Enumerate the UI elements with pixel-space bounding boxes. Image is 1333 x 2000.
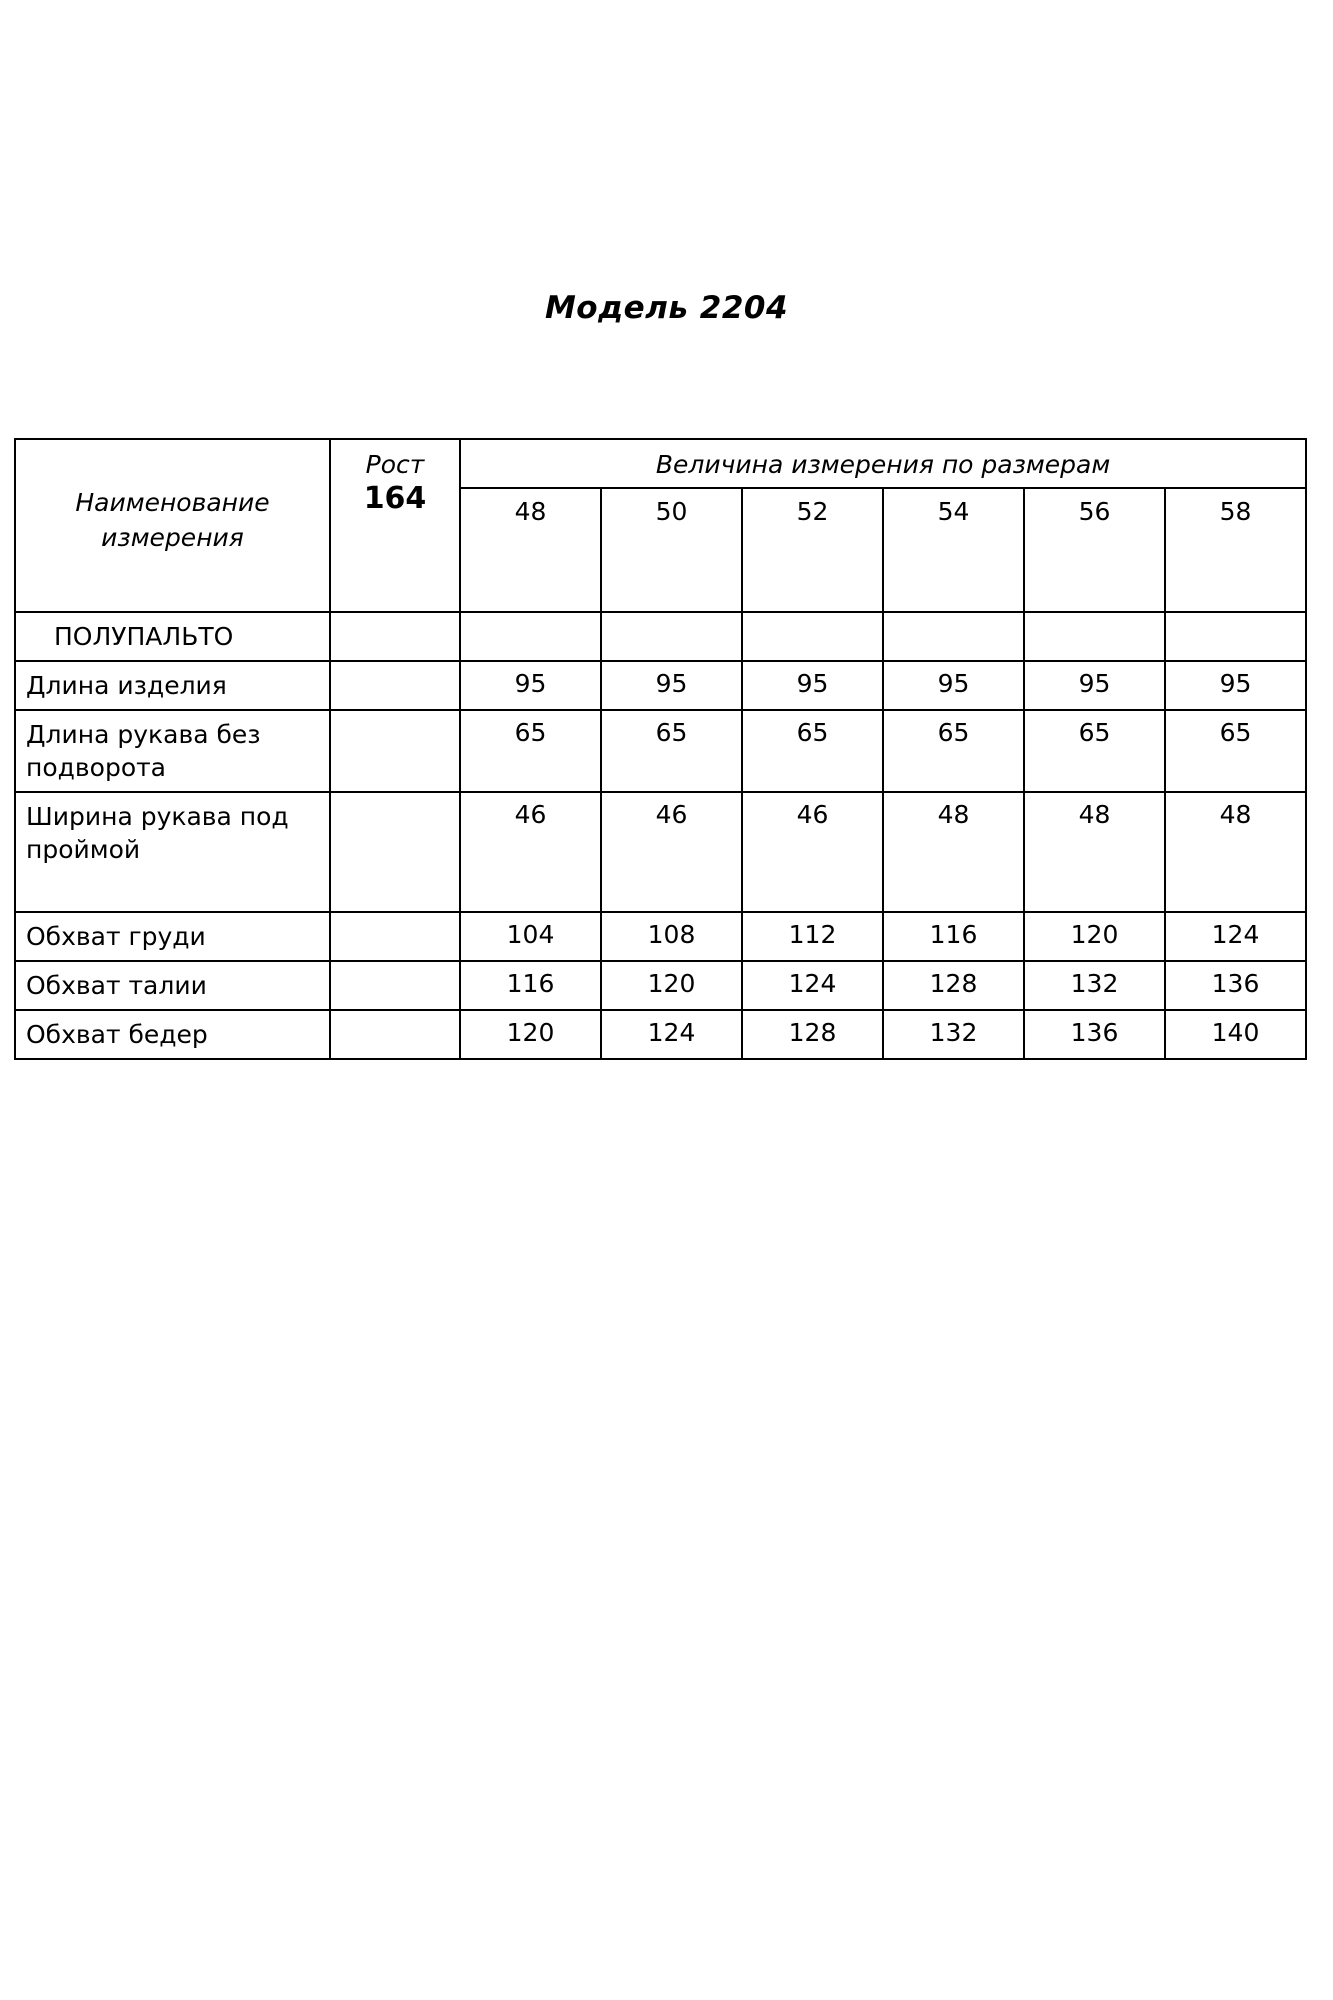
- row-height-cell: [330, 661, 460, 710]
- cell-size-54: 128: [883, 961, 1024, 1010]
- cell-size-50: 65: [601, 710, 742, 792]
- cell-size-48: 116: [460, 961, 601, 1010]
- row-label: Длина рукава без подворота: [15, 710, 330, 792]
- cell-size-58: 124: [1165, 912, 1306, 961]
- cell-size-56: 65: [1024, 710, 1165, 792]
- header-size-56: 56: [1024, 488, 1165, 612]
- cell-size-48: 120: [460, 1010, 601, 1059]
- size-table-container: [14, 438, 1306, 1060]
- cell-size-48: 46: [460, 792, 601, 912]
- page-title: Модель 2204: [544, 290, 789, 326]
- cell-size-58: 95: [1165, 661, 1306, 710]
- cell-size-52: 65: [742, 710, 883, 792]
- row-height-cell: [330, 612, 460, 661]
- cell-size-58: 136: [1165, 961, 1306, 1010]
- cell-size-54: 65: [883, 710, 1024, 792]
- cell-size-54: 116: [883, 912, 1024, 961]
- cell-size-54: 132: [883, 1010, 1024, 1059]
- header-height-label: Рост: [365, 450, 425, 479]
- table-row: [15, 612, 1306, 661]
- table-row: [15, 792, 1306, 912]
- cell-size-54: [883, 612, 1024, 661]
- cell-size-58: 65: [1165, 710, 1306, 792]
- header-size-54: 54: [883, 488, 1024, 612]
- cell-size-52: 46: [742, 792, 883, 912]
- cell-size-48: 65: [460, 710, 601, 792]
- cell-size-52: [742, 612, 883, 661]
- table-header: [15, 439, 1306, 612]
- cell-size-56: 136: [1024, 1010, 1165, 1059]
- header-size-50: 50: [601, 488, 742, 612]
- row-label: Обхват талии: [15, 961, 330, 1010]
- row-label: Ширина рукава под проймой: [15, 792, 330, 912]
- cell-size-50: 95: [601, 661, 742, 710]
- cell-size-48: 104: [460, 912, 601, 961]
- cell-size-58: [1165, 612, 1306, 661]
- cell-size-56: [1024, 612, 1165, 661]
- cell-size-56: 95: [1024, 661, 1165, 710]
- table-header-row-1: [15, 439, 1306, 488]
- row-label: Обхват бедер: [15, 1010, 330, 1059]
- row-height-cell: [330, 1010, 460, 1059]
- cell-size-48: [460, 612, 601, 661]
- cell-size-54: 95: [883, 661, 1024, 710]
- cell-size-52: 112: [742, 912, 883, 961]
- cell-size-54: 48: [883, 792, 1024, 912]
- table-body: [15, 612, 1306, 1059]
- cell-size-50: 46: [601, 792, 742, 912]
- table-row: [15, 912, 1306, 961]
- header-height: [330, 439, 460, 612]
- header-sizes-group: Величина измерения по размерам: [460, 439, 1306, 488]
- cell-size-52: 95: [742, 661, 883, 710]
- cell-size-56: 120: [1024, 912, 1165, 961]
- table-row: [15, 710, 1306, 792]
- cell-size-56: 132: [1024, 961, 1165, 1010]
- header-measurement-name: Наименование измерения: [15, 439, 330, 612]
- size-table: [14, 438, 1307, 1060]
- cell-size-50: 124: [601, 1010, 742, 1059]
- table-row: [15, 1010, 1306, 1059]
- cell-size-56: 48: [1024, 792, 1165, 912]
- cell-size-58: 140: [1165, 1010, 1306, 1059]
- row-height-cell: [330, 912, 460, 961]
- cell-size-48: 95: [460, 661, 601, 710]
- cell-size-52: 124: [742, 961, 883, 1010]
- row-height-cell: [330, 710, 460, 792]
- cell-size-50: 120: [601, 961, 742, 1010]
- header-size-52: 52: [742, 488, 883, 612]
- header-size-48: 48: [460, 488, 601, 612]
- row-height-cell: [330, 961, 460, 1010]
- row-label: Обхват груди: [15, 912, 330, 961]
- row-label: Длина изделия: [15, 661, 330, 710]
- header-height-value: 164: [363, 481, 427, 516]
- cell-size-52: 128: [742, 1010, 883, 1059]
- row-label: ПОЛУПАЛЬТО: [15, 612, 330, 661]
- table-row: [15, 661, 1306, 710]
- row-height-cell: [330, 792, 460, 912]
- header-size-58: 58: [1165, 488, 1306, 612]
- cell-size-58: 48: [1165, 792, 1306, 912]
- table-row: [15, 961, 1306, 1010]
- cell-size-50: [601, 612, 742, 661]
- cell-size-50: 108: [601, 912, 742, 961]
